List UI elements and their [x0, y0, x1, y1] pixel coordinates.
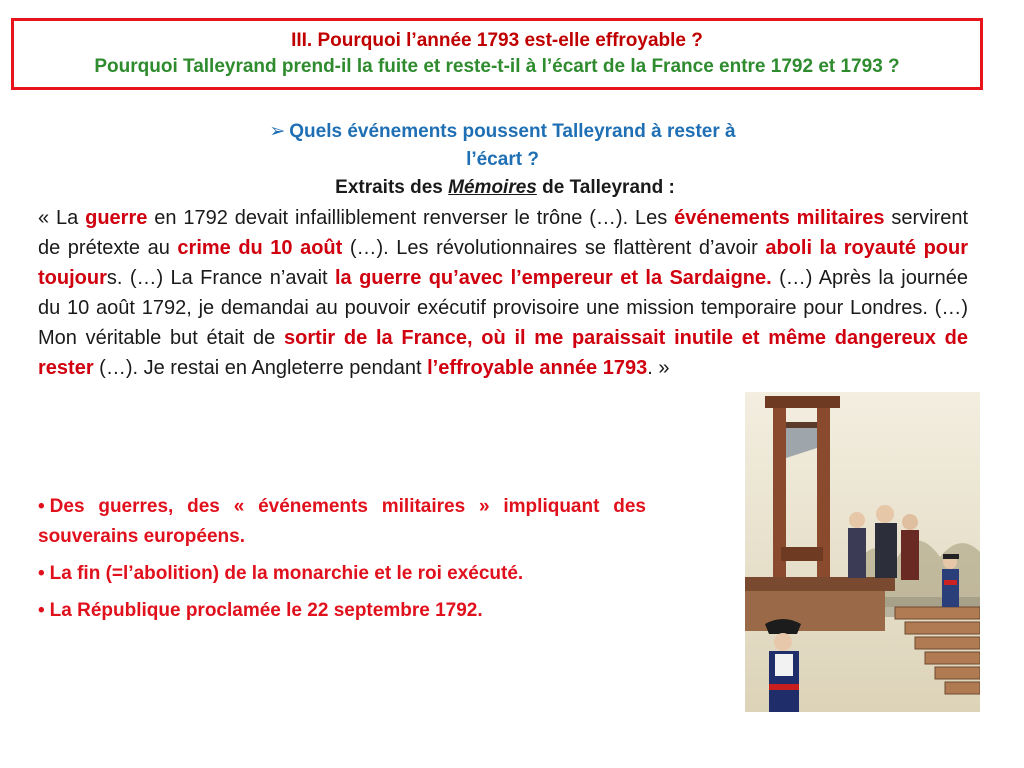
quote-text: (…). Je restai en Angleterre pendant: [93, 357, 428, 379]
bullet-dot-icon: •: [38, 600, 45, 621]
quote-highlight: la guerre qu’avec l’empereur et la Sardaigne.: [335, 267, 772, 289]
extract-heading: [250, 175, 760, 201]
quote-text: s. (…) La France n’avait: [106, 267, 335, 289]
talleyrand-quote: [38, 203, 968, 383]
section-title: III. Pourquoi l’année 1793 est-elle effroyable ?: [291, 30, 703, 51]
quote-text: en 1792 devait infailliblement renverser le trône (…). Les: [147, 207, 675, 229]
quote-highlight: l’effroyable année 1793: [427, 357, 648, 379]
bullet-text: La République proclamée le 22 septembre 1792.: [49, 600, 483, 621]
quote-text: . »: [647, 357, 670, 379]
bullet-text: Des guerres, des « événements militaires » impliquant des souverains européens.: [38, 496, 646, 547]
question-text-line2: l’écart ?: [466, 149, 539, 170]
bullet-list: [38, 492, 646, 633]
section-subtitle: Pourquoi Talleyrand prend-il la fuite et reste-t-il à l’écart de la France entre 1792 et 1793 ?: [94, 56, 900, 77]
quote-highlight: crime du 10 août: [177, 237, 343, 259]
quote-text: (…) Après la journée du 10 août 1792, je demandai au pouvoir exécutif provisoire une mission temporaire pour Londres. (…) Mon véritable but était de: [38, 267, 969, 349]
bullet-dot-icon: •: [38, 563, 45, 584]
quote-highlight: sortir de la France, où il me paraissait inutile et même dangereux de rester: [38, 327, 968, 379]
bullet-item: [38, 492, 646, 552]
question-text-line1: Quels événements poussent Talleyrand à rester à: [289, 121, 736, 142]
title-box: [11, 18, 983, 90]
quote-highlight: aboli la royauté pour toujour: [38, 237, 968, 289]
extract-heading-suffix: de Talleyrand :: [536, 177, 675, 198]
arrow-bullet-icon: ➢: [269, 121, 286, 142]
guillotine-illustration: [745, 392, 980, 712]
memoires-title: Mémoires: [448, 177, 537, 198]
execution-scene-image: [745, 392, 980, 712]
bullet-item: [38, 559, 646, 589]
quote-text: « La: [38, 207, 86, 229]
quote-text: (…). Les révolutionnaires se flattèrent d’avoir: [342, 237, 766, 259]
quote-text: servirent de prétexte au: [38, 207, 969, 259]
bullet-item: [38, 596, 646, 626]
bullet-text: La fin (=l’abolition) de la monarchie et le roi exécuté.: [49, 563, 524, 584]
extract-heading-prefix: Extraits des: [335, 177, 449, 198]
quote-highlight: événements militaires: [674, 207, 885, 229]
quote-highlight: guerre: [85, 207, 148, 229]
bullet-dot-icon: •: [38, 496, 45, 517]
question-heading: [215, 118, 790, 174]
